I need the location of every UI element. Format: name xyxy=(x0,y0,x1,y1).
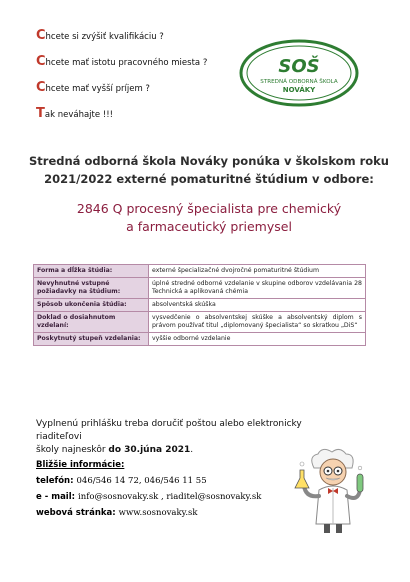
chemist-cartoon-icon xyxy=(294,446,372,536)
headline: Stredná odborná škola Nováky ponúka v školskom roku 2021/2022 externé pomaturitné štúdium v odbore: xyxy=(29,154,389,186)
web-row: webová stránka: www.sosnovaky.sk xyxy=(36,508,198,518)
row-value: vysvedčenie o absolventskej skúške a absolventský diplom s právom používať titul „diplomovaný špecialista“ so skratkou „DiS“ xyxy=(149,312,366,333)
logo-abbr: SOŠ xyxy=(278,56,320,77)
deadline: do 30.júna 2021 xyxy=(108,445,191,455)
row-value: úplné stredné odborné vzdelanie v skupine odborov vzdelávania 28 Technická a aplikovaná chémia xyxy=(149,278,366,299)
program-title: 2846 Q procesný špecialista pre chemický a farmaceutický priemysel xyxy=(76,201,342,234)
email-link[interactable]: info@sosnovaky.sk , riaditel@sosnovaky.sk xyxy=(78,492,262,502)
row-label: Forma a dĺžka štúdia: xyxy=(34,265,149,278)
question-income: Chcete mať vyšší príjem ? xyxy=(36,80,150,95)
call-to-action: Tak neváhajte !!! xyxy=(36,106,114,121)
contact-heading: Bližšie informácie: xyxy=(36,460,125,470)
school-logo xyxy=(238,38,360,108)
row-label: Poskytnutý stupeň vzdelania: xyxy=(34,333,149,346)
phone-row: telefón: 046/546 14 72, 046/546 11 55 xyxy=(36,476,207,486)
website-link[interactable]: www.sosnovaky.sk xyxy=(118,508,198,518)
table-row xyxy=(34,299,366,312)
row-label: Doklad o dosiahnutom vzdelaní: xyxy=(34,312,149,333)
question-qualification: Chcete si zvýšiť kvalifikáciu ? xyxy=(36,28,164,43)
table-row xyxy=(34,278,366,299)
row-value: externé špecializačné dvojročné pomaturitné štúdium xyxy=(149,265,366,278)
contact-info xyxy=(36,460,336,524)
phone-value: 046/546 14 72, 046/546 11 55 xyxy=(76,476,207,486)
logo-town: NOVÁKY xyxy=(282,86,316,94)
row-value: vyššie odborné vzdelanie xyxy=(149,333,366,346)
logo-school-name: STREDNÁ ODBORNÁ ŠKOLA xyxy=(260,79,338,85)
table-row xyxy=(34,333,366,346)
intro-questions xyxy=(36,28,246,132)
table-row xyxy=(34,312,366,333)
application-note: Vyplnenú prihlášku treba doručiť poštou alebo elektronicky riaditeľovi školy najneskôr do 30.júna 2021. xyxy=(36,419,302,455)
study-info-table xyxy=(33,264,366,346)
question-job-security: Chcete mať istotu pracovného miesta ? xyxy=(36,54,208,69)
row-value: absolventská skúška xyxy=(149,299,366,312)
table-row xyxy=(34,265,366,278)
row-label: Nevyhnutné vstupné požiadavky na štúdium: xyxy=(34,278,149,299)
email-row: e - mail: info@sosnovaky.sk , riaditel@sosnovaky.sk xyxy=(36,492,262,502)
row-label: Spôsob ukončenia štúdia: xyxy=(34,299,149,312)
